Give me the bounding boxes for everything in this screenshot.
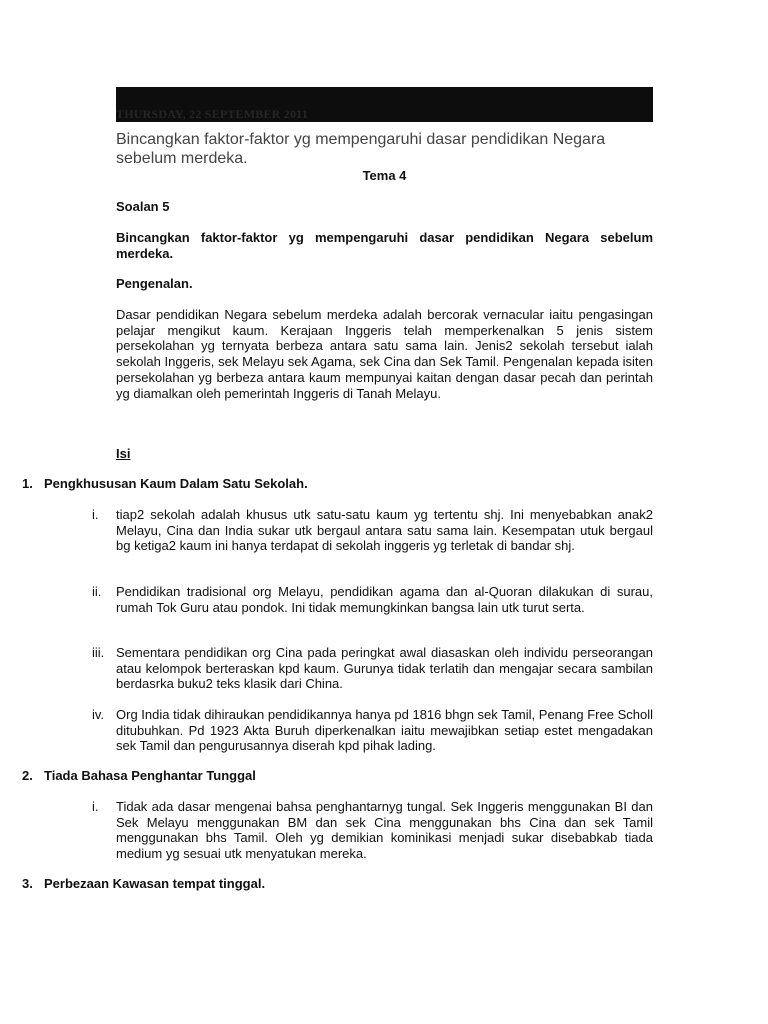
- sub-numeral: i.: [92, 799, 99, 814]
- isi-heading: Isi: [116, 446, 131, 461]
- intro-paragraph: Dasar pendidikan Negara sebelum merdeka adalah bercorak vernacular iaitu pengasingan pelajar mengikut kaum. Kerajaan Inggeris telah memperkenalkan 5 jenis sistem persekolahan yg ternyata berbeza antara satu sama lain. Jenis2 sekolah tersebut ialah sekolah Inggeris, sek Melayu sek Agama, sek Cina dan Sek Tamil. Pengenalan kepada isiten persekolahan yg berbeza antara kaum mempunyai kaitan dengan dasar pecah dan perintah yg diamalkan oleh pemerintah Inggeris di Tanah Melayu.: [116, 307, 653, 401]
- sub-text: Tidak ada dasar mengenai bahsa penghantarnyg tungal. Sek Inggeris menggunakan BI dan Sek Melayu menggunakan BM dan sek Cina menggunakan bhs Cina dan sek Tamil menggunakan bhs Tamil. Oleh yg demikian kominikasi menjadi sukar disebabkab tiada medium yg sesuai utk menyatukan mereka.: [116, 799, 653, 861]
- point-heading: [22, 876, 265, 891]
- post-date: THURSDAY, 22 SEPTEMBER 2011: [116, 107, 308, 121]
- sub-text: tiap2 sekolah adalah khusus utk satu-satu kaum yg tertentu shj. Ini menyebabkan anak2 Melayu, Cina dan India sukar utk bergaul antara satu sama lain. Kesempatan utuk bergaul bg ketiga2 kaum ini hanya terdapat di sekolah inggeris yg terletak di bandar shj.: [116, 507, 653, 553]
- sub-numeral: ii.: [92, 584, 102, 599]
- point-heading: [22, 768, 256, 783]
- point-heading: [22, 476, 308, 491]
- sub-text: Sementara pendidikan org Cina pada peringkat awal diasaskan oleh individu perseorangan atau kelompok berteraskan kpd kaum. Gurunya tidak terlatih dan mengajar secara sambilan berdasrka buku2 teks klasik dari China.: [116, 645, 653, 691]
- sub-point: [92, 584, 653, 615]
- point-title: Pengkhususan Kaum Dalam Satu Sekolah.: [44, 476, 308, 491]
- soalan-label: Soalan 5: [116, 199, 170, 214]
- post-title[interactable]: Bincangkan faktor-faktor yg mempengaruhi dasar pendidikan Negara sebelum merdeka.: [116, 131, 606, 167]
- point-number: 2.: [22, 768, 33, 783]
- sub-text: Org India tidak dihiraukan pendidikannya hanya pd 1816 bhgn sek Tamil, Penang Free Scholl ditubuhkan. Pd 1923 Akta Buruh diperkenalkan iaitu mewajibkan setiap estet mengadakan sek Tamil dan pengurusannya diserah kpd pihak lading.: [116, 707, 653, 753]
- sub-point: [92, 507, 653, 554]
- question-text: Bincangkan faktor-faktor yg mempengaruhi dasar pendidikan Negara sebelum merdeka.: [116, 230, 653, 261]
- point-title: Tiada Bahasa Penghantar Tunggal: [44, 768, 256, 783]
- tema-label: Tema 4: [362, 168, 407, 183]
- point-number: 3.: [22, 876, 33, 891]
- sub-numeral: i.: [92, 507, 99, 522]
- intro-heading: Pengenalan.: [116, 276, 193, 291]
- sub-point: [92, 799, 653, 861]
- date-header-bar: [116, 87, 653, 122]
- sub-text: Pendidikan tradisional org Melayu, pendidikan agama dan al-Quoran dilakukan di surau, rumah Tok Guru atau pondok. Ini tidak memungkinkan bangsa lain utk turut serta.: [116, 584, 653, 615]
- sub-numeral: iii.: [92, 645, 105, 660]
- point-number: 1.: [22, 476, 33, 491]
- sub-point: [92, 707, 653, 754]
- point-title: Perbezaan Kawasan tempat tinggal.: [44, 876, 266, 891]
- sub-numeral: iv.: [92, 707, 105, 722]
- sub-point: [92, 645, 653, 692]
